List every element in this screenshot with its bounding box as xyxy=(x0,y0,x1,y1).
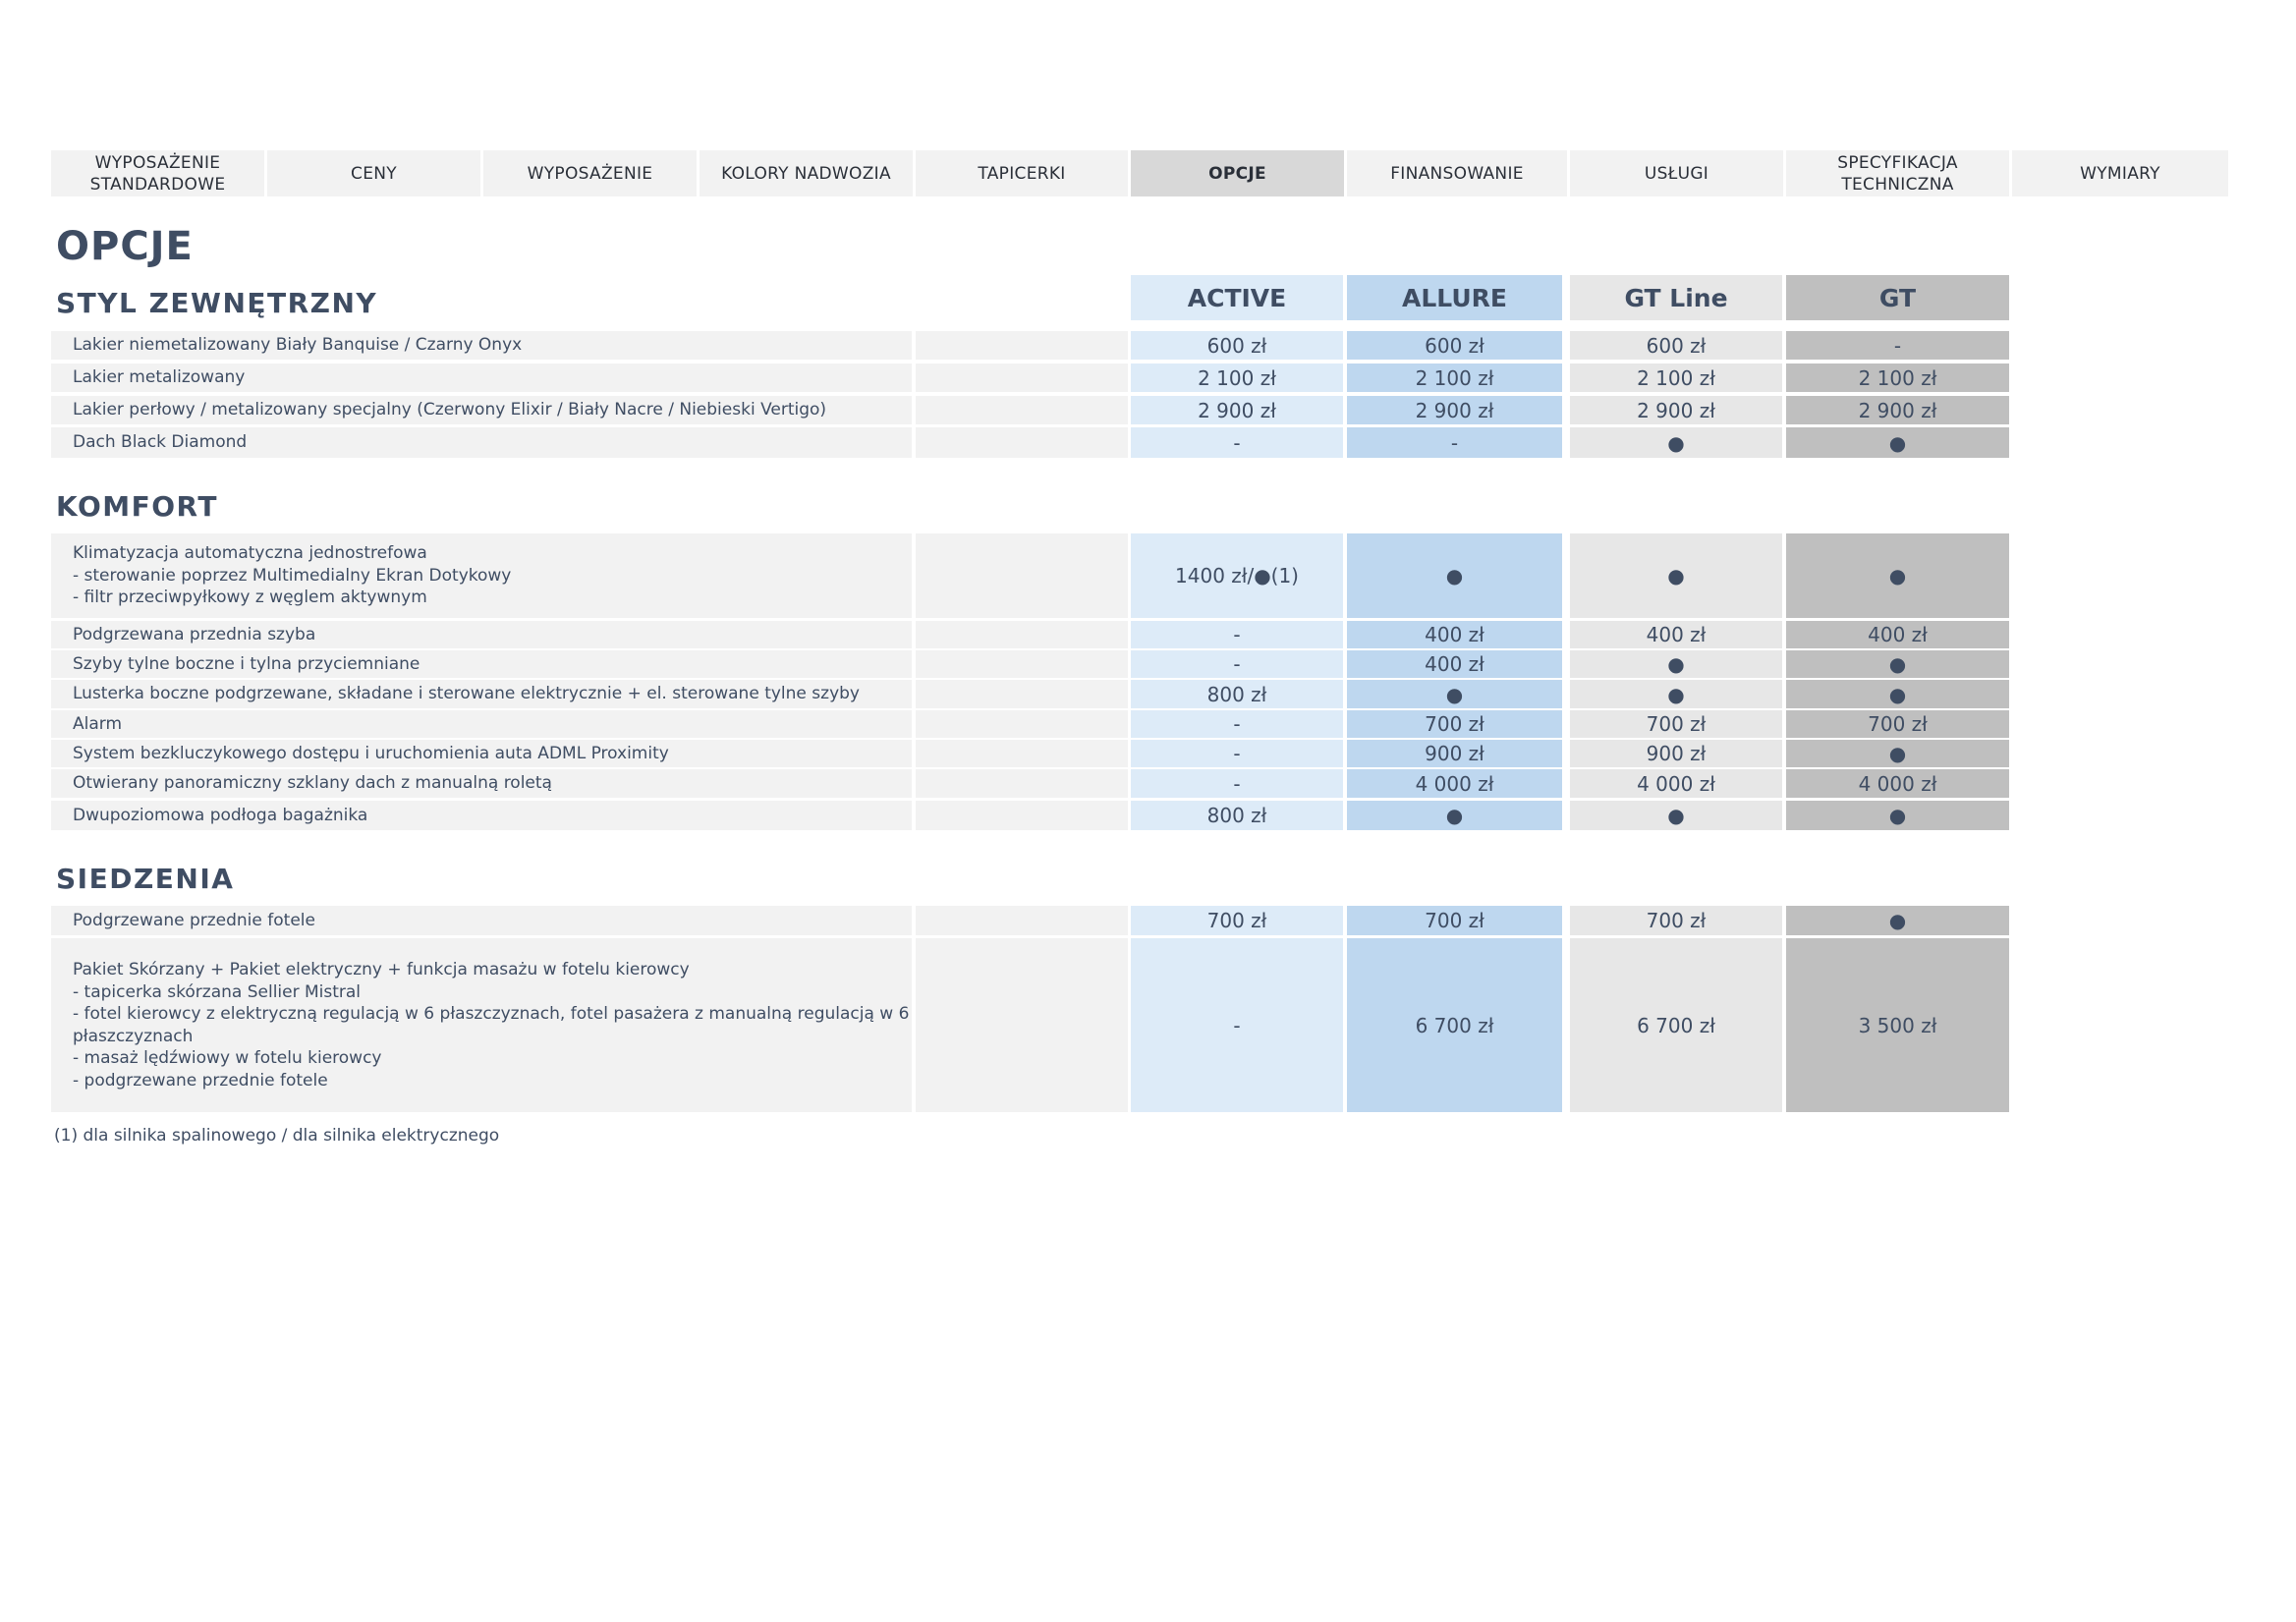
row-spacer-cell xyxy=(916,710,1128,738)
row-spacer-cell xyxy=(916,396,1128,424)
value-cell-active: - xyxy=(1131,938,1343,1112)
row-spacer-cell xyxy=(916,801,1128,830)
value-cell-gtline: 900 zł xyxy=(1570,740,1782,767)
row-label: Dach Black Diamond xyxy=(51,427,912,458)
row-label: Dwupoziomowa podłoga bagażnika xyxy=(51,801,912,830)
value-cell-active: - xyxy=(1131,710,1343,738)
tab-8[interactable]: SPECYFIKACJA TECHNICZNA xyxy=(1786,150,2009,196)
section-title: KOMFORT xyxy=(56,490,218,523)
row-label: System bezkluczykowego dostępu i uruchomienia auta ADML Proximity xyxy=(51,740,912,767)
value-cell-allure: 700 zł xyxy=(1347,710,1562,738)
column-header-allure: ALLURE xyxy=(1347,275,1562,320)
value-cell-gtline: 700 zł xyxy=(1570,710,1782,738)
tab-7[interactable]: USŁUGI xyxy=(1570,150,1783,196)
value-cell-gt: 2 100 zł xyxy=(1786,364,2009,392)
tab-6[interactable]: FINANSOWANIE xyxy=(1347,150,1567,196)
footnote: (1) dla silnika spalinowego / dla silnika elektrycznego xyxy=(54,1126,500,1146)
value-cell-allure: 2 900 zł xyxy=(1347,396,1562,424)
row-spacer-cell xyxy=(916,740,1128,767)
value-cell-gtline: 4 000 zł xyxy=(1570,769,1782,798)
value-cell-active: - xyxy=(1131,769,1343,798)
value-cell-allure: 900 zł xyxy=(1347,740,1562,767)
value-cell-gtline: 2 900 zł xyxy=(1570,396,1782,424)
value-cell-gt: 400 zł xyxy=(1786,621,2009,648)
column-header-active: ACTIVE xyxy=(1131,275,1343,320)
value-cell-allure: - xyxy=(1347,427,1562,458)
tab-9[interactable]: WYMIARY xyxy=(2012,150,2228,196)
row-label: Szyby tylne boczne i tylna przyciemniane xyxy=(51,650,912,678)
value-cell-allure: 700 zł xyxy=(1347,906,1562,935)
page-title: OPCJE xyxy=(56,224,194,269)
column-header-gtline: GT Line xyxy=(1570,275,1782,320)
section-title: STYL ZEWNĘTRZNY xyxy=(56,287,378,319)
value-cell-gtline: 600 zł xyxy=(1570,331,1782,360)
value-cell-gtline: ● xyxy=(1570,533,1782,618)
value-cell-active: 700 zł xyxy=(1131,906,1343,935)
row-label: Lakier metalizowany xyxy=(51,364,912,392)
value-cell-gt: 700 zł xyxy=(1786,710,2009,738)
row-spacer-cell xyxy=(916,533,1128,618)
row-label: Podgrzewana przednia szyba xyxy=(51,621,912,648)
value-cell-allure: 4 000 zł xyxy=(1347,769,1562,798)
value-cell-gt: ● xyxy=(1786,533,2009,618)
value-cell-gt: ● xyxy=(1786,680,2009,708)
row-spacer-cell xyxy=(916,650,1128,678)
value-cell-gt: ● xyxy=(1786,801,2009,830)
value-cell-active: 1400 zł/●(1) xyxy=(1131,533,1343,618)
value-cell-gt: 4 000 zł xyxy=(1786,769,2009,798)
row-label: Otwierany panoramiczny szklany dach z manualną roletą xyxy=(51,769,912,798)
tab-1[interactable]: CENY xyxy=(267,150,480,196)
value-cell-gtline: ● xyxy=(1570,427,1782,458)
value-cell-active: - xyxy=(1131,427,1343,458)
row-label: Klimatyzacja automatyczna jednostrefowa - sterowanie poprzez Multimedialny Ekran Dotykowy - filtr przeciwpyłkowy z węglem aktywnym xyxy=(51,533,912,618)
column-header-gt: GT xyxy=(1786,275,2009,320)
value-cell-allure: 400 zł xyxy=(1347,621,1562,648)
value-cell-gt: - xyxy=(1786,331,2009,360)
value-cell-gtline: ● xyxy=(1570,801,1782,830)
row-spacer-cell xyxy=(916,364,1128,392)
value-cell-gt: ● xyxy=(1786,650,2009,678)
tab-3[interactable]: KOLORY NADWOZIA xyxy=(700,150,913,196)
value-cell-allure: 600 zł xyxy=(1347,331,1562,360)
row-label: Podgrzewane przednie fotele xyxy=(51,906,912,935)
row-spacer-cell xyxy=(916,621,1128,648)
value-cell-gtline: 2 100 zł xyxy=(1570,364,1782,392)
value-cell-active: 800 zł xyxy=(1131,680,1343,708)
section-title: SIEDZENIA xyxy=(56,863,235,895)
value-cell-allure: 400 zł xyxy=(1347,650,1562,678)
value-cell-gtline: ● xyxy=(1570,680,1782,708)
value-cell-gtline: 700 zł xyxy=(1570,906,1782,935)
row-spacer-cell xyxy=(916,938,1128,1112)
row-spacer-cell xyxy=(916,331,1128,360)
value-cell-active: - xyxy=(1131,650,1343,678)
row-label: Lusterka boczne podgrzewane, składane i sterowane elektrycznie + el. sterowane tylne szyby xyxy=(51,680,912,708)
value-cell-active: 800 zł xyxy=(1131,801,1343,830)
value-cell-active: 600 zł xyxy=(1131,331,1343,360)
value-cell-gt: 2 900 zł xyxy=(1786,396,2009,424)
value-cell-gtline: 400 zł xyxy=(1570,621,1782,648)
value-cell-gt: ● xyxy=(1786,906,2009,935)
value-cell-gt: ● xyxy=(1786,427,2009,458)
value-cell-gtline: 6 700 zł xyxy=(1570,938,1782,1112)
value-cell-allure: ● xyxy=(1347,801,1562,830)
row-label: Lakier perłowy / metalizowany specjalny (Czerwony Elixir / Biały Nacre / Niebieski Vertigo) xyxy=(51,396,912,424)
value-cell-allure: 6 700 zł xyxy=(1347,938,1562,1112)
value-cell-gt: 3 500 zł xyxy=(1786,938,2009,1112)
value-cell-active: 2 100 zł xyxy=(1131,364,1343,392)
value-cell-allure: ● xyxy=(1347,533,1562,618)
value-cell-active: 2 900 zł xyxy=(1131,396,1343,424)
tab-5[interactable]: OPCJE xyxy=(1131,150,1344,196)
row-spacer-cell xyxy=(916,906,1128,935)
tab-4[interactable]: TAPICERKI xyxy=(916,150,1128,196)
tab-2[interactable]: WYPOSAŻENIE xyxy=(483,150,697,196)
value-cell-active: - xyxy=(1131,621,1343,648)
row-spacer-cell xyxy=(916,769,1128,798)
row-label: Alarm xyxy=(51,710,912,738)
value-cell-gt: ● xyxy=(1786,740,2009,767)
row-label: Lakier niemetalizowany Biały Banquise / Czarny Onyx xyxy=(51,331,912,360)
value-cell-active: - xyxy=(1131,740,1343,767)
row-label: Pakiet Skórzany + Pakiet elektryczny + funkcja masażu w fotelu kierowcy - tapicerka skórzana Sellier Mistral - fotel kierowcy z elektryczną regulacją w 6 płaszczyznach, fotel pasażera z manualną regulacją w 6 płaszczyznach - masaż lędźwiowy w fotelu kierowcy - podgrzewane przednie fotele xyxy=(51,938,912,1112)
value-cell-gtline: ● xyxy=(1570,650,1782,678)
row-spacer-cell xyxy=(916,680,1128,708)
tab-0[interactable]: WYPOSAŻENIE STANDARDOWE xyxy=(51,150,264,196)
row-spacer-cell xyxy=(916,427,1128,458)
value-cell-allure: 2 100 zł xyxy=(1347,364,1562,392)
value-cell-allure: ● xyxy=(1347,680,1562,708)
